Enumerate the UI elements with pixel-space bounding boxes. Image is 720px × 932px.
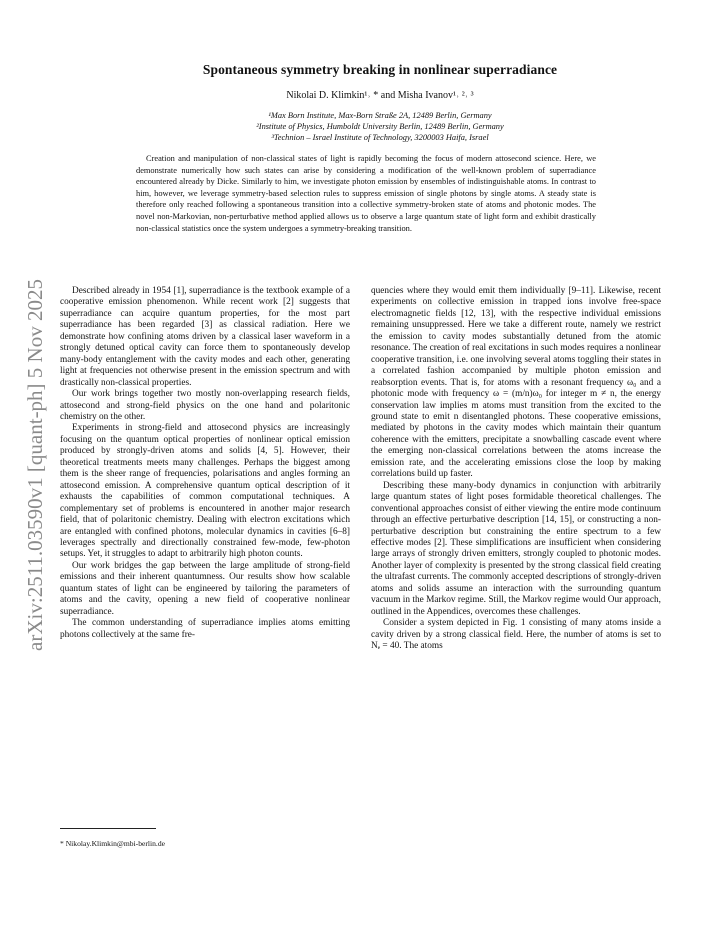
paragraph: Our work bridges the gap between the large amplitude of strong-field emissions and their inherent quantumness. Our results show how scalable quantum states of light can be engineered by tailoring the parameters of atoms and the cavity, opening a new field of cooperative nonlinear superradiance. bbox=[60, 560, 350, 617]
body-right-column bbox=[371, 286, 661, 653]
paragraph: Our work brings together two mostly non-overlapping research fields, attosecond and strong-field physics on the one hand and polaritonic chemistry on the other. bbox=[60, 389, 350, 422]
affiliation-2: ²Institute of Physics, Humboldt University Berlin, 12489 Berlin, Germany bbox=[256, 122, 504, 131]
affiliation-1: ¹Max Born Institute, Max-Born Straße 2A, 12489 Berlin, Germany bbox=[268, 111, 492, 120]
abstract bbox=[136, 153, 596, 234]
paragraph: Consider a system depicted in Fig. 1 consisting of many atoms inside a cavity driven by a strong classical field. Here, the number of atoms is set to Nₑ = 40. The atoms bbox=[371, 618, 661, 652]
abstract-text: Creation and manipulation of non-classical states of light is rapidly becoming the focus of modern attosecond science. Here, we demonstrate numerically how such states can arise by considering a modification of the well-known problem of superradiance encountered already by Dicke. Similarly to him, we investigate photon emission by ensembles of indistinguishable atoms. In contrast to him, however, we leverage symmetry-based selection rules to suppress emission of single photons by single atoms. A steady state is therefore only reached following a spontaneous transition into a collective symmetry-broken state of atoms and photonic modes. The novel non-Markovian, non-perturbative method applied allows us to observe a large quantum state of light form and exhibit drastically non-classical statistics once the system undergoes a symmetry-breaking transition. bbox=[136, 154, 596, 233]
body-left-column bbox=[60, 286, 350, 641]
paragraph: The common understanding of superradiance implies atoms emitting photons collectively at the same fre- bbox=[60, 618, 350, 640]
paragraph: Described already in 1954 [1], superradiance is the textbook example of a cooperative emission phenomenon. While recent work [2] suggests that superradiance can acquire quantum properties, for the most part superradiance has been regarded [3] as classical radiation. Here we demonstrate how confining atoms driven by a classical laser waveform in a strongly detuned optical cavity can force them to spontaneously develop many-body entanglement with the cavity modes and each other, generating light at frequencies not otherwise present in the emission spectrum and with drastically non-classical properties. bbox=[60, 286, 350, 388]
paper-title: Spontaneous symmetry breaking in nonlinear superradiance bbox=[202, 62, 558, 77]
arxiv-id-text: arXiv:2511.03590v1 [quant-ph] 5 Nov 2025 bbox=[23, 279, 47, 651]
paragraph-continued: quencies where they would emit them individually [9–11]. Likewise, recent experiments on collective emission in trapped ions involve free-space electromagnetic fields [12, 13], with the respective individual emissions remaining unsuppressed. Here we take a different route, namely we restrict the emission to cavity modes substantially detuned from the atomic resonance. The creation of real excitations in such modes requires a nonlinear cooperative transition, i.e. one involving several atoms toggling their states in a correlated fashion accompanied by multiple photon emission and reabsorption events. That is, for atoms with a resonant frequency ω₀ and a photonic mode with frequency ω = (m/n)ω₀ for integer m ≠ n, the energy conservation law implies m atoms must transition from the excited to the ground state to emit n disentangled photons. These cooperative emissions, mediated by photons in the cavity modes which maintain their quantum coherence with the emitters, precipitate a snowballing cascade event where the emerging non-classical correlations between the atoms increase the emission rate, and the accelerating emissions close the loop by making correlations build up faster. bbox=[371, 286, 661, 480]
footnote-email: * Nikolay.Klimkin@mbi-berlin.de bbox=[60, 839, 165, 848]
paragraph: Describing these many-body dynamics in conjunction with arbitrarily large quantum states of light poses formidable theoretical challenges. The conventional approaches consist of either viewing the entire mode continuum through an effective perturbative description [14, 15], or constructing a non-perturbative description but constraining the entire spectrum to a few effective modes [2]. These simplifications are insufficient when considering large arrays of strongly driven emitters, strongly coupled to photonic modes. Another layer of complexity is presented by the strong classical field creating the ultrafast currents. The commonly accepted descriptions of strongly-driven atoms and solids assume an interaction with the surrounding quantum vacuum in the Markov regime. Still, the Markov regime would Our approach, outlined in the Appendices, overcomes these challenges. bbox=[371, 480, 661, 617]
footnote-divider bbox=[60, 828, 156, 829]
arxiv-identifier-stamp bbox=[18, 250, 54, 680]
author-list: Nikolai D. Klimkin¹˒ * and Misha Ivanov¹˒ ²˒ ³ bbox=[286, 90, 474, 101]
affiliation-3: ³Technion – Israel Institute of Technology, 3200003 Haifa, Israel bbox=[271, 133, 489, 142]
paragraph: Experiments in strong-field and attosecond physics are increasingly focusing on the quantum optical properties of nonlinear optical emission produced by strongly-driven atoms and solids [4, 5]. However, their theoretical treatments meets many challenges. Perhaps the biggest among them is the sheer range of frequencies, polarisations and angles forming an attosecond emission. A comprehensive quantum optical description of it exhausts the capabilities of common computational techniques. A complementary set of problems is encountered in another major research field, that of polaritonic chemistry. Dealing with electron excitations which are entangled with confined photons, molecular dynamics in cavities [6–8] leverages spectrally and directionally constrained few-mode, few-photon setups. Yet, it struggles to adapt to arbitrarily high photon counts. bbox=[60, 423, 350, 560]
affiliations bbox=[110, 110, 650, 143]
